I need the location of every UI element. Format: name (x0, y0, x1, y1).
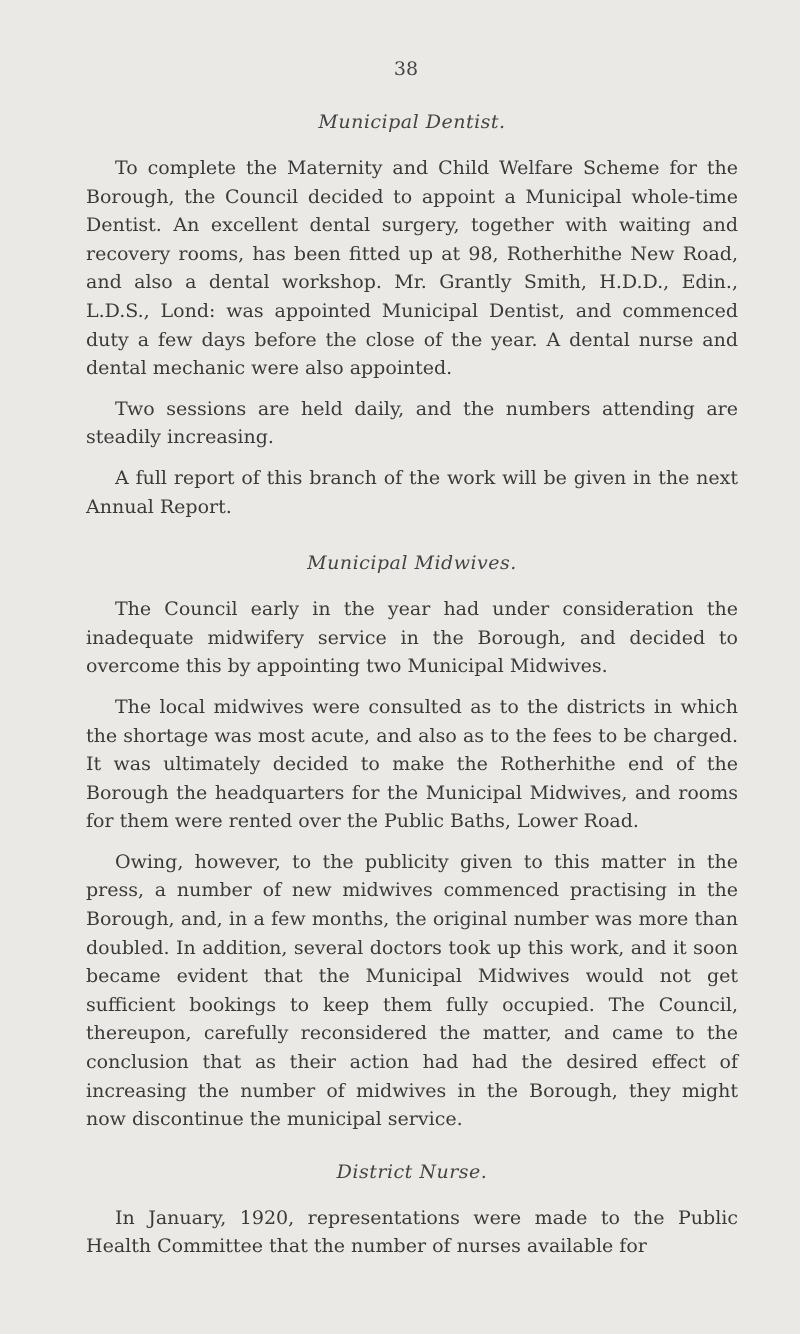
section-heading: District Nurse. (336, 1160, 488, 1183)
paragraph: In January, 1920, representations were made to the Public Health Committee that the number of nurses available for (86, 1206, 738, 1258)
paragraph: The Council early in the year had under consideration the inadequate midwifery service in the Borough, and decided to overcome this by appointing two Municipal Midwives. (86, 598, 738, 678)
section-municipal-midwives (86, 549, 738, 1134)
page-body (86, 108, 738, 1273)
paragraph: A full report of this branch of the work will be given in the next Annual Report. (86, 466, 738, 518)
paragraph: Two sessions are held daily, and the numbers attending are steadily increasing. (86, 397, 738, 449)
page-number: 38 (393, 58, 419, 80)
paragraph: The local midwives were consulted as to the districts in which the shortage was most acute, and also as to the fees to be charged. It was ultimately decided to make the Rotherhithe end of the Borough the headquarters for the Municipal Midwives, and rooms for them were rented over the Public Baths, Lower Road. (86, 695, 738, 833)
section-municipal-dentist (86, 108, 738, 521)
paragraph: Owing, however, to the publicity given to this matter in the press, a number of new midwives commenced practising in the Borough, and, in a few months, the original number was more than doubled. In addition, several doctors took up this work, and it soon became evident that the Municipal Midwives would not get sufficient bookings to keep them fully occupied. The Council, thereupon, carefully reconsidered the matter, and came to the conclusion that as their action had had the desired effect of increasing the number of midwives in the Borough, they might now discontinue the municipal service. (86, 850, 738, 1131)
section-district-nurse (86, 1158, 738, 1261)
paragraph: To complete the Maternity and Child Welfare Scheme for the Borough, the Council decided to appoint a Municipal whole-time Dentist. An excellent dental surgery, together with waiting and recovery rooms, has been fitted up at 98, Rotherhithe New Road, and also a dental workshop. Mr. Grantly Smith, H.D.D., Edin., L.D.S., Lond: was appointed Municipal Dentist, and commenced duty a few days before the close of the year. A dental nurse and dental mechanic were also appointed. (86, 157, 738, 380)
section-heading: Municipal Dentist. (318, 111, 506, 133)
section-heading: Municipal Midwives. (307, 552, 517, 575)
